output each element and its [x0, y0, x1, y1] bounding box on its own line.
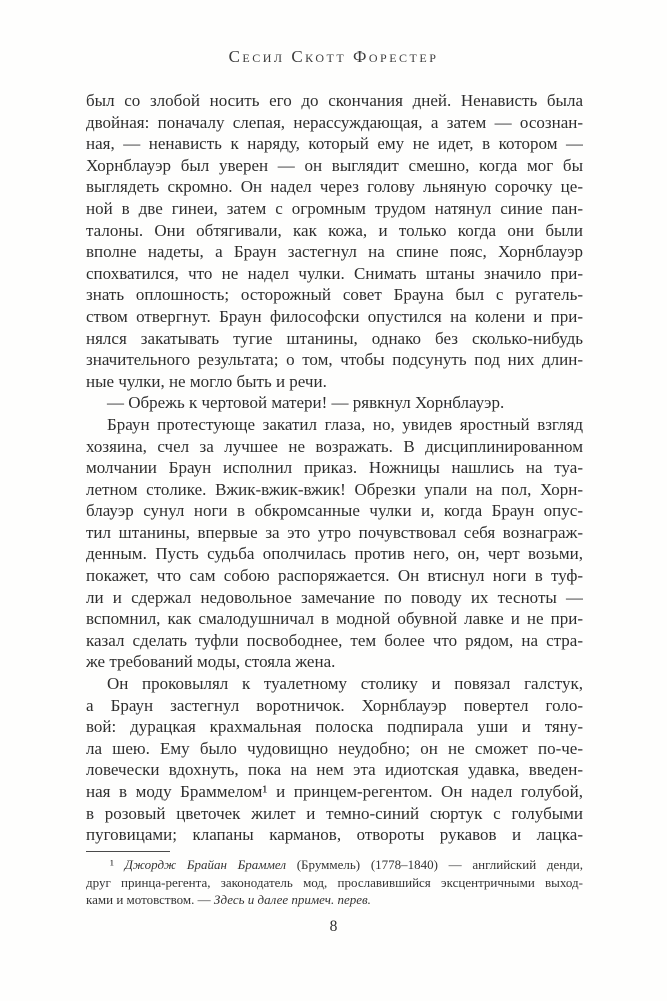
body-line: молчании Браун исполнил приказ. Ножницы нашлись на туа-: [86, 458, 583, 478]
body-line: Хорнблауэр был уверен — он выглядит смешно, когда мог бы: [86, 155, 583, 175]
body-line: покажет, что сам собою распоряжается. Он втиснул ноги в туф-: [86, 566, 583, 586]
body-line: ловечески вдохнуть, пока на нем эта идиотская удавка, введен-: [86, 760, 583, 780]
footnote-line: [86, 874, 583, 892]
footnote-italic-text: Здесь и далее примеч. перев.: [213, 892, 371, 908]
footnote-line: [86, 891, 583, 909]
footnote-text: друг принца-регента, законодатель мод, прославившийся эксцентричными выход-: [86, 874, 583, 890]
body-line: денным. Пусть судьба ополчилась против него, он, черт возьми,: [86, 544, 583, 564]
body-line: нялся закатывать тугие штанины, однако без сколько-нибудь: [86, 328, 583, 348]
body-line: в розовый цветочек жилет и темно-синий сюртук с голубыми: [86, 803, 583, 823]
body-line: двойная: поначалу слепая, нерассуждающая, а затем — осознан-: [86, 112, 583, 132]
body-line: а Браун застегнул воротничок. Хорнблауэр повертел голо-: [86, 695, 583, 715]
body-line: же требований моды, стояла жена.: [86, 652, 336, 672]
body-line: ные чулки, не могло быть и речи.: [86, 371, 327, 391]
body-line: знать оплошность; осторожный совет Брауна был с ругатель-: [86, 285, 583, 305]
footnote-text: (Бруммель) (1778–1840) — английский денди,: [286, 857, 583, 872]
body-line: ством отвергнут. Браун философски опустился на колени и при-: [86, 306, 583, 326]
running-header-author: Сесил Скотт Форестер: [228, 47, 439, 66]
body-line: Браун протестующе закатил глаза, но, увидев яростный взгляд: [107, 414, 583, 434]
body-line: вспомнил, как смалодушничал в модной обувной лавке и не при-: [86, 609, 583, 629]
body-line: тил штанины, впервые за это утро почувствовал себя вознаграж-: [86, 522, 583, 542]
page-number: 8: [329, 918, 338, 935]
footnote-divider: [86, 851, 170, 852]
footnote-text: ками и мотовством. —: [86, 892, 214, 908]
footnote-text: ¹: [110, 857, 125, 872]
body-line: Он проковылял к туалетному столику и повязал галстук,: [107, 674, 583, 694]
body-line: хозяина, счел за лучшее не возражать. В дисциплинированном: [86, 436, 583, 456]
body-line: ная, — ненависть к наряду, который ему не идет, в котором —: [86, 134, 583, 154]
body-line: был со злобой носить его до скончания дней. Ненависть была: [86, 91, 583, 110]
body-line: талоны. Они обтягивали, как кожа, и только когда они были: [86, 220, 583, 240]
body-line: выглядеть скромно. Он надел через голову льняную сорочку це-: [86, 177, 583, 197]
body-text: [86, 90, 583, 846]
footnote-line: [86, 856, 583, 874]
footnote-italic-text: Джордж Брайан Браммел: [124, 857, 287, 872]
body-line: вполне надеты, а Браун застегнул на спине пояс, Хорнблауэр: [86, 242, 583, 262]
body-line: ная в моду Браммелом¹ и принцем-регентом. Он надел голубой,: [86, 782, 583, 801]
body-line: спохватился, что не надел чулки. Снимать штаны значило при-: [86, 263, 583, 283]
body-line: казал сделать туфли посвободнее, тем более что рядом, на стра-: [86, 630, 583, 650]
body-line: значительного результата; о том, чтобы подсунуть под них длин-: [86, 350, 583, 370]
body-line: летном столике. Вжик-вжик-вжик! Обрезки упали на пол, Хорн-: [86, 479, 583, 499]
body-line: блауэр сунул ноги в обкромсанные чулки и, когда Браун опус-: [86, 501, 583, 521]
body-line: ла шею. Ему было чудовищно неудобно; он не сможет по-че-: [86, 738, 583, 758]
body-line: пуговицами; клапаны карманов, отвороты рукавов и лацка-: [86, 825, 583, 845]
body-line: ной в две гинеи, затем с огромным трудом натянул синие пан-: [86, 198, 583, 218]
body-line: вой: дурацкая крахмальная полоска подпирала уши и тяну-: [86, 717, 583, 737]
body-line: — Обрежь к чертовой матери! — рявкнул Хорнблауэр.: [107, 393, 505, 413]
body-line: ли и сдержал недовольное замечание по поводу их тесноты —: [86, 587, 583, 607]
footnote: [86, 856, 583, 909]
